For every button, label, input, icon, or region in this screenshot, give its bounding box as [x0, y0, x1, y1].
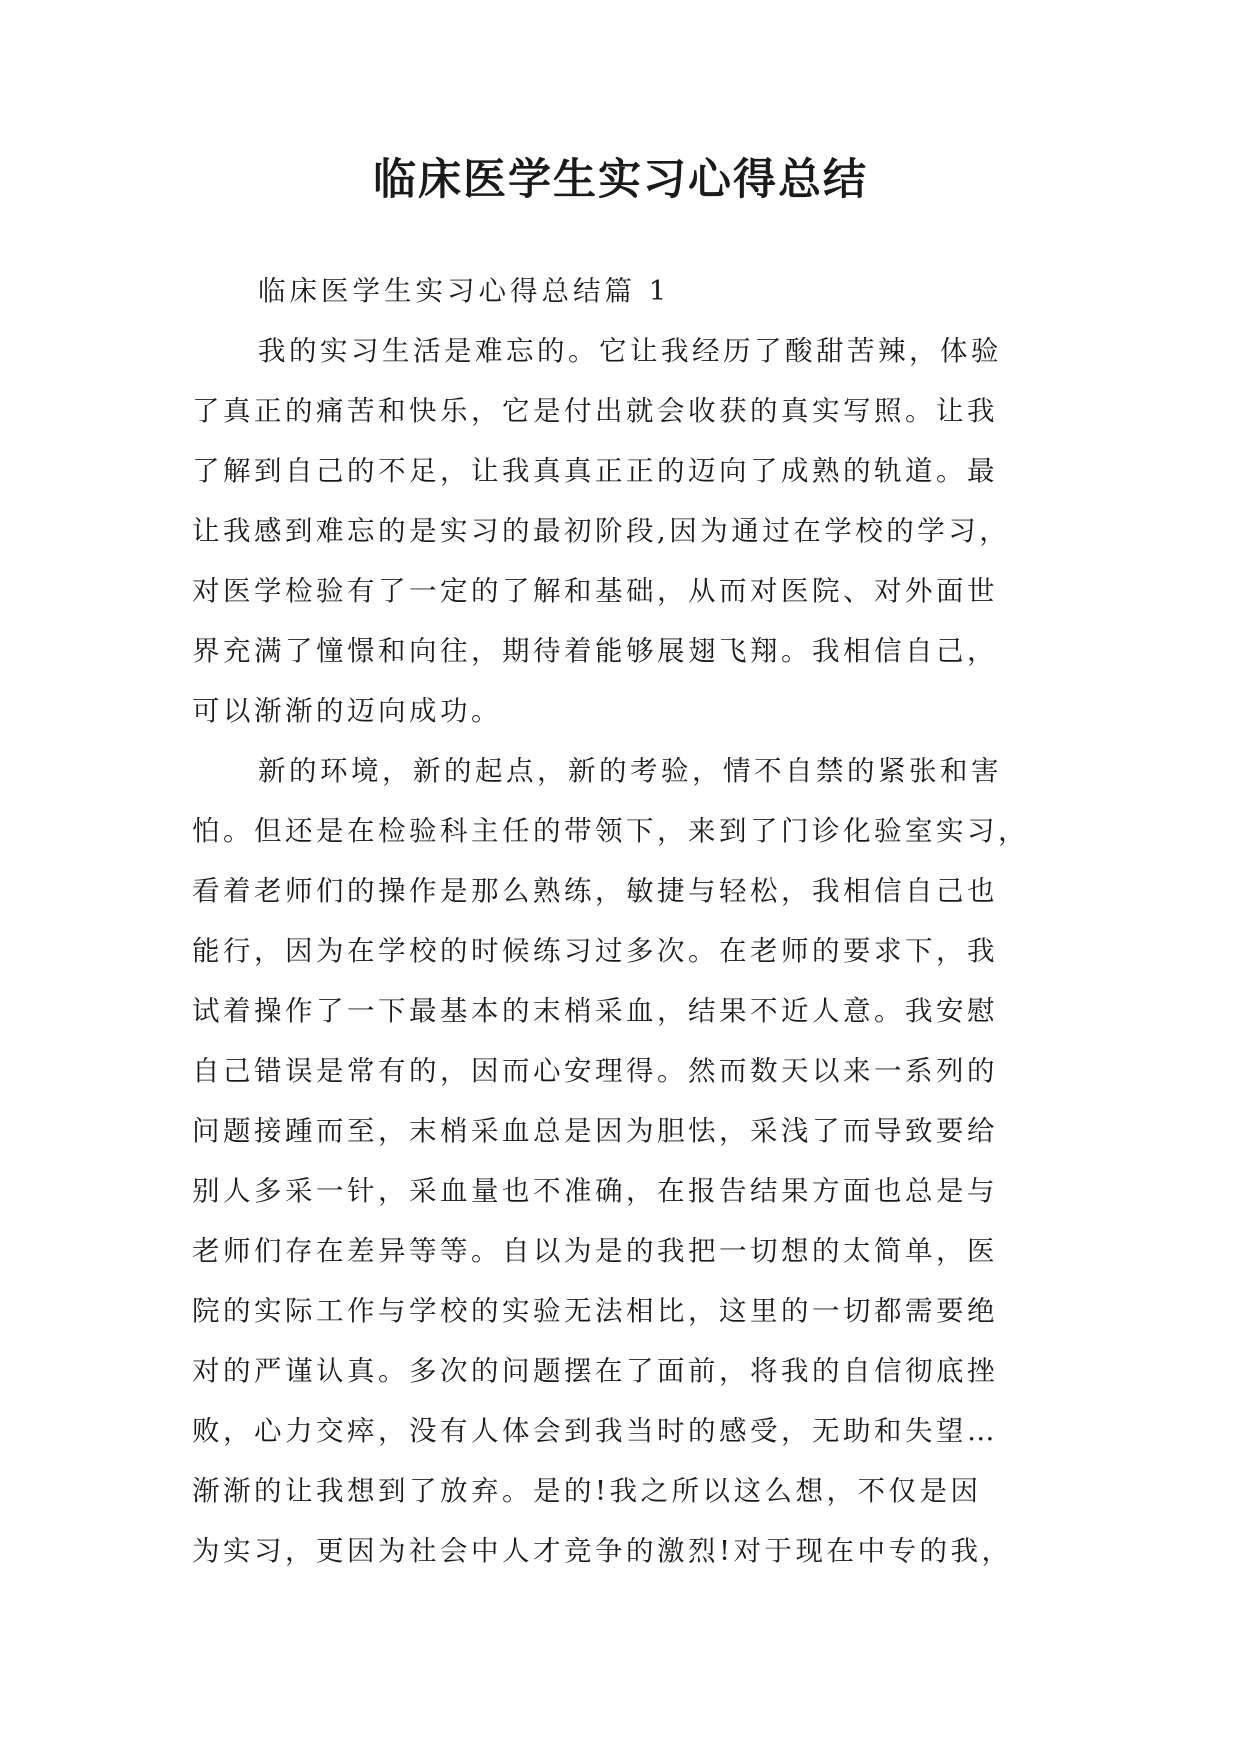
text-line: 了解到自己的不足，让我真真正正的迈向了成熟的轨道。最	[192, 455, 998, 487]
text-line: 试着操作了一下最基本的末梢采血，结果不近人意。我安慰	[192, 995, 998, 1027]
text-line: 别人多采一针，采血量也不准确，在报告结果方面也总是与	[192, 1175, 998, 1207]
text-line: 怕。但还是在检验科主任的带领下，来到了门诊化验室实习，	[192, 815, 1029, 847]
text-line: 可以渐渐的迈向成功。	[192, 695, 502, 727]
paragraph-1	[192, 321, 1072, 741]
text-line: 能行，因为在学校的时候练习过多次。在老师的要求下，我	[192, 935, 998, 967]
text-line: 看着老师们的操作是那么熟练，敏捷与轻松，我相信自己也	[192, 875, 998, 907]
text-line: 为实习，更因为社会中人才竞争的激烈!对于现在中专的我，	[192, 1535, 1013, 1567]
text-line: 对医学检验有了一定的了解和基础，从而对医院、对外面世	[192, 575, 998, 607]
text-line: 渐渐的让我想到了放弃。是的!我之所以这么想，不仅是因	[192, 1475, 982, 1507]
text-line: 败，心力交瘁，没有人体会到我当时的感受，无助和失望…	[192, 1415, 998, 1447]
text-line: 新的环境，新的起点，新的考验，情不自禁的紧张和害	[258, 755, 1002, 787]
text-line: 院的实际工作与学校的实验无法相比，这里的一切都需要绝	[192, 1295, 998, 1327]
section-heading: 临床医学生实习心得总结篇 1	[258, 275, 671, 307]
paragraph-2	[192, 741, 1072, 1581]
text-line: 自己错误是常有的，因而心安理得。然而数天以来一系列的	[192, 1055, 998, 1087]
text-line: 让我感到难忘的是实习的最初阶段,因为通过在学校的学习，	[192, 515, 1011, 547]
document-body	[192, 261, 1072, 1581]
text-line: 我的实习生活是难忘的。它让我经历了酸甜苦辣，体验	[258, 335, 1002, 367]
text-line: 老师们存在差异等等。自以为是的我把一切想的太简单，医	[192, 1235, 998, 1267]
text-line: 界充满了憧憬和向往，期待着能够展翅飞翔。我相信自己，	[192, 635, 998, 667]
text-line: 了真正的痛苦和快乐，它是付出就会收获的真实写照。让我	[192, 395, 998, 427]
text-line: 对的严谨认真。多次的问题摆在了面前，将我的自信彻底挫	[192, 1355, 998, 1387]
document-title: 临床医学生实习心得总结	[373, 155, 868, 205]
text-line: 问题接踵而至，末梢采血总是因为胆怯，采浅了而导致要给	[192, 1115, 998, 1147]
